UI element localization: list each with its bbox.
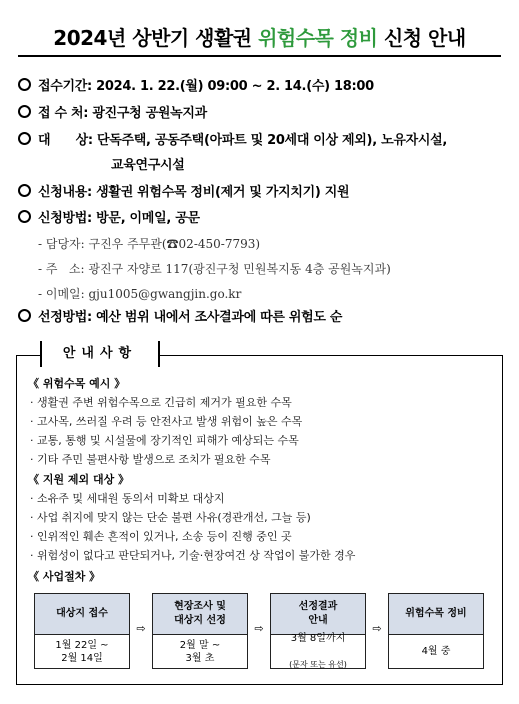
section-heading-examples: 《 위험수목 예시 》 <box>28 377 126 390</box>
item-application-method: 신청방법: 방문, 이메일, 공문 <box>18 210 200 228</box>
item-target: 대 상: 단독주택, 공동주택(아파트 및 20세대 이상 제외), 노유자시설, <box>18 132 447 150</box>
process-step-survey: 현장조사 및 대상지 선정 2월 말 ~ 3월 초 <box>152 593 248 669</box>
item-reception-period: 접수기간: 2024. 1. 22.(월) 09:00 ~ 2. 14.(수) 18:00 <box>18 78 374 96</box>
circle-bullet-icon <box>18 132 31 145</box>
page-title <box>18 24 501 52</box>
item-reception-office: 접 수 처: 광진구청 공원녹지과 <box>18 105 207 123</box>
circle-bullet-icon <box>18 309 31 322</box>
list-item: · 교통, 통행 및 시설물에 장기적인 피해가 예상되는 수목 <box>30 434 299 447</box>
circle-bullet-icon <box>18 105 31 118</box>
title-prefix: 2024년 상반기 생활권 <box>53 26 259 50</box>
right-arrow-icon: ⇨ <box>254 622 264 635</box>
list-item: · 인위적인 훼손 흔적이 있거나, 소송 등이 진행 중인 곳 <box>30 530 292 543</box>
list-item: · 생활권 주변 위험수목으로 긴급히 제거가 필요한 수목 <box>30 396 292 409</box>
circle-bullet-icon <box>18 184 31 197</box>
list-item: · 소유주 및 세대원 동의서 미확보 대상지 <box>30 492 225 505</box>
item-selection-method: 선정방법: 예산 범위 내에서 조사결과에 따른 위험도 순 <box>18 309 342 327</box>
process-step-result-notice: 선정결과 안내 3월 8일까지 (문자 또는 유선) <box>270 593 366 669</box>
item-target-continued: 교육연구시설 <box>111 158 185 173</box>
circle-bullet-icon <box>18 78 31 91</box>
right-arrow-icon: ⇨ <box>136 622 146 635</box>
item-application-content: 신청내용: 생활권 위험수목 정비(제거 및 가지치기) 지원 <box>18 184 349 202</box>
list-item: · 기타 주민 불편사항 발생으로 조치가 필요한 수목 <box>30 453 271 466</box>
section-heading-exclusions: 《 지원 제외 대상 》 <box>28 473 130 486</box>
notice-tab: 안내사항 <box>40 341 160 367</box>
contact-email[interactable]: - 이메일: gju1005@gwangjin.go.kr <box>38 287 242 301</box>
title-underline <box>18 55 501 57</box>
contact-person: - 담당자: 구진우 주무관(☎02-450-7793) <box>38 237 261 251</box>
right-arrow-icon: ⇨ <box>372 622 382 635</box>
circle-bullet-icon <box>18 210 31 223</box>
section-heading-procedure: 《 사업절차 》 <box>28 570 101 583</box>
process-step-reception: 대상지 접수 1월 22일 ~ 2월 14일 <box>34 593 130 669</box>
list-item: · 고사목, 쓰러질 우려 등 안전사고 발생 위험이 높은 수목 <box>30 415 303 428</box>
process-step-maintenance: 위험수목 정비 4월 중 <box>388 593 484 669</box>
title-suffix: 신청 안내 <box>377 26 466 50</box>
contact-address: - 주 소: 광진구 자양로 117(광진구청 민원복지동 4층 공원녹지과) <box>38 262 391 276</box>
title-highlight: 위험수목 정비 <box>258 26 378 50</box>
list-item: · 위험성이 없다고 판단되거나, 기술·현장여건 상 작업이 불가한 경우 <box>30 549 356 562</box>
list-item: · 사업 취지에 맞지 않는 단순 불편 사유(경관개선, 그늘 등) <box>30 511 311 524</box>
